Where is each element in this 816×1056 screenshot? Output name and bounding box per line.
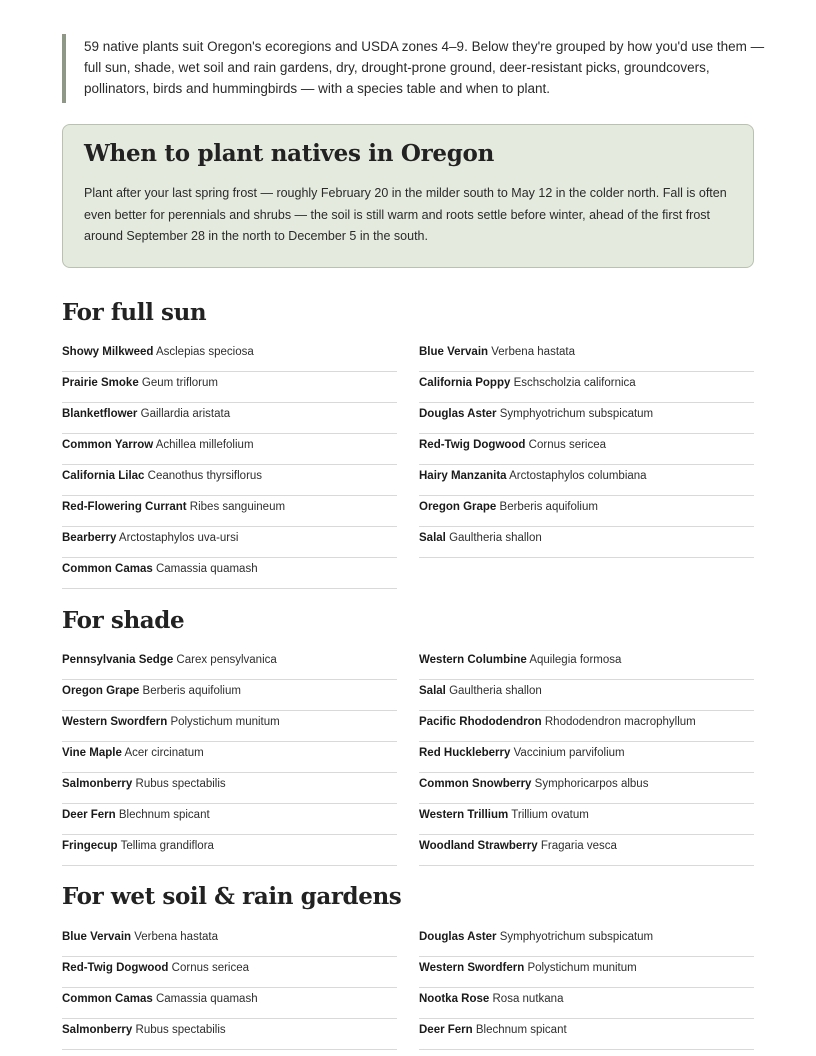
plant-item: Nootka Rose Rosa nutkana <box>419 988 754 1019</box>
plant-list-shade <box>62 649 754 866</box>
plant-column-left <box>62 341 397 589</box>
plant-item: Woodland Strawberry Fragaria vesca <box>419 835 754 866</box>
plant-item: Common Yarrow Achillea millefolium <box>62 434 397 465</box>
plant-item: Common Camas Camassia quamash <box>62 558 397 589</box>
plant-column-right <box>419 341 754 589</box>
plant-item: Blanketflower Gaillardia aristata <box>62 403 397 434</box>
plant-item: Bearberry Arctostaphylos uva-ursi <box>62 527 397 558</box>
plant-item: Oregon Grape Berberis aquifolium <box>419 496 754 527</box>
plant-item: Showy Milkweed Asclepias speciosa <box>62 341 397 372</box>
plant-item: California Poppy Eschscholzia californica <box>419 372 754 403</box>
section-title-full-sun: For full sun <box>62 299 207 326</box>
plant-item: Oregon Grape Berberis aquifolium <box>62 680 397 711</box>
callout-body: Plant after your last spring frost — roughly February 20 in the milder south to May 12 in the colder north. Fall is often even better for perennials and shrubs — the soil is still warm and roots settle before winter, ahead of the first frost around September 28 in the north to December 5 in the south. <box>84 186 727 243</box>
plant-item: Common Camas Camassia quamash <box>62 988 397 1019</box>
plant-item: Vine Maple Acer circinatum <box>62 742 397 773</box>
plant-list-full-sun <box>62 341 754 589</box>
plant-item: Western Swordfern Polystichum munitum <box>419 957 754 988</box>
plant-item: Douglas Aster Symphyotrichum subspicatum <box>419 403 754 434</box>
plant-item: Western Trillium Trillium ovatum <box>419 804 754 835</box>
planting-time-callout <box>62 124 754 268</box>
plant-column-left <box>62 649 397 866</box>
plant-item: Salmonberry Rubus spectabilis <box>62 773 397 804</box>
plant-item: Salmonberry Rubus spectabilis <box>62 1019 397 1050</box>
plant-item: Deer Fern Blechnum spicant <box>419 1019 754 1050</box>
plant-item: Red-Flowering Currant Ribes sanguineum <box>62 496 397 527</box>
plant-item: Blue Vervain Verbena hastata <box>62 926 397 957</box>
plant-item: Salal Gaultheria shallon <box>419 680 754 711</box>
intro-blockquote <box>62 34 774 103</box>
plant-item: Red-Twig Dogwood Cornus sericea <box>62 957 397 988</box>
plant-item: Red-Twig Dogwood Cornus sericea <box>419 434 754 465</box>
plant-item: Common Snowberry Symphoricarpos albus <box>419 773 754 804</box>
plant-column-right <box>419 649 754 866</box>
plant-item: Pennsylvania Sedge Carex pensylvanica <box>62 649 397 680</box>
plant-item: Western Swordfern Polystichum munitum <box>62 711 397 742</box>
plant-item: Prairie Smoke Geum triflorum <box>62 372 397 403</box>
plant-item: Fringecup Tellima grandiflora <box>62 835 397 866</box>
plant-item: Deer Fern Blechnum spicant <box>62 804 397 835</box>
plant-list-wet-soil <box>62 926 754 1050</box>
plant-item: Salal Gaultheria shallon <box>419 527 754 558</box>
plant-item: Western Columbine Aquilegia formosa <box>419 649 754 680</box>
plant-column-right <box>419 926 754 1050</box>
plant-item: Pacific Rhododendron Rhododendron macrophyllum <box>419 711 754 742</box>
plant-item: California Lilac Ceanothus thyrsiflorus <box>62 465 397 496</box>
intro-text: 59 native plants suit Oregon's ecoregions and USDA zones 4–9. Below they're grouped by how you'd use them — full sun, shade, wet soil and rain gardens, dry, drought-prone ground, deer-resistant picks, groundcovers, pollinators, birds and hummingbirds — with a species table and when to plant. <box>84 39 765 96</box>
plant-item: Hairy Manzanita Arctostaphylos columbiana <box>419 465 754 496</box>
section-title-shade: For shade <box>62 607 185 634</box>
section-title-wet-soil: For wet soil & rain gardens <box>62 883 402 910</box>
callout-title: When to plant natives in Oregon <box>84 140 495 167</box>
plant-item: Red Huckleberry Vaccinium parvifolium <box>419 742 754 773</box>
plant-column-left <box>62 926 397 1050</box>
plant-item: Douglas Aster Symphyotrichum subspicatum <box>419 926 754 957</box>
plant-item: Blue Vervain Verbena hastata <box>419 341 754 372</box>
